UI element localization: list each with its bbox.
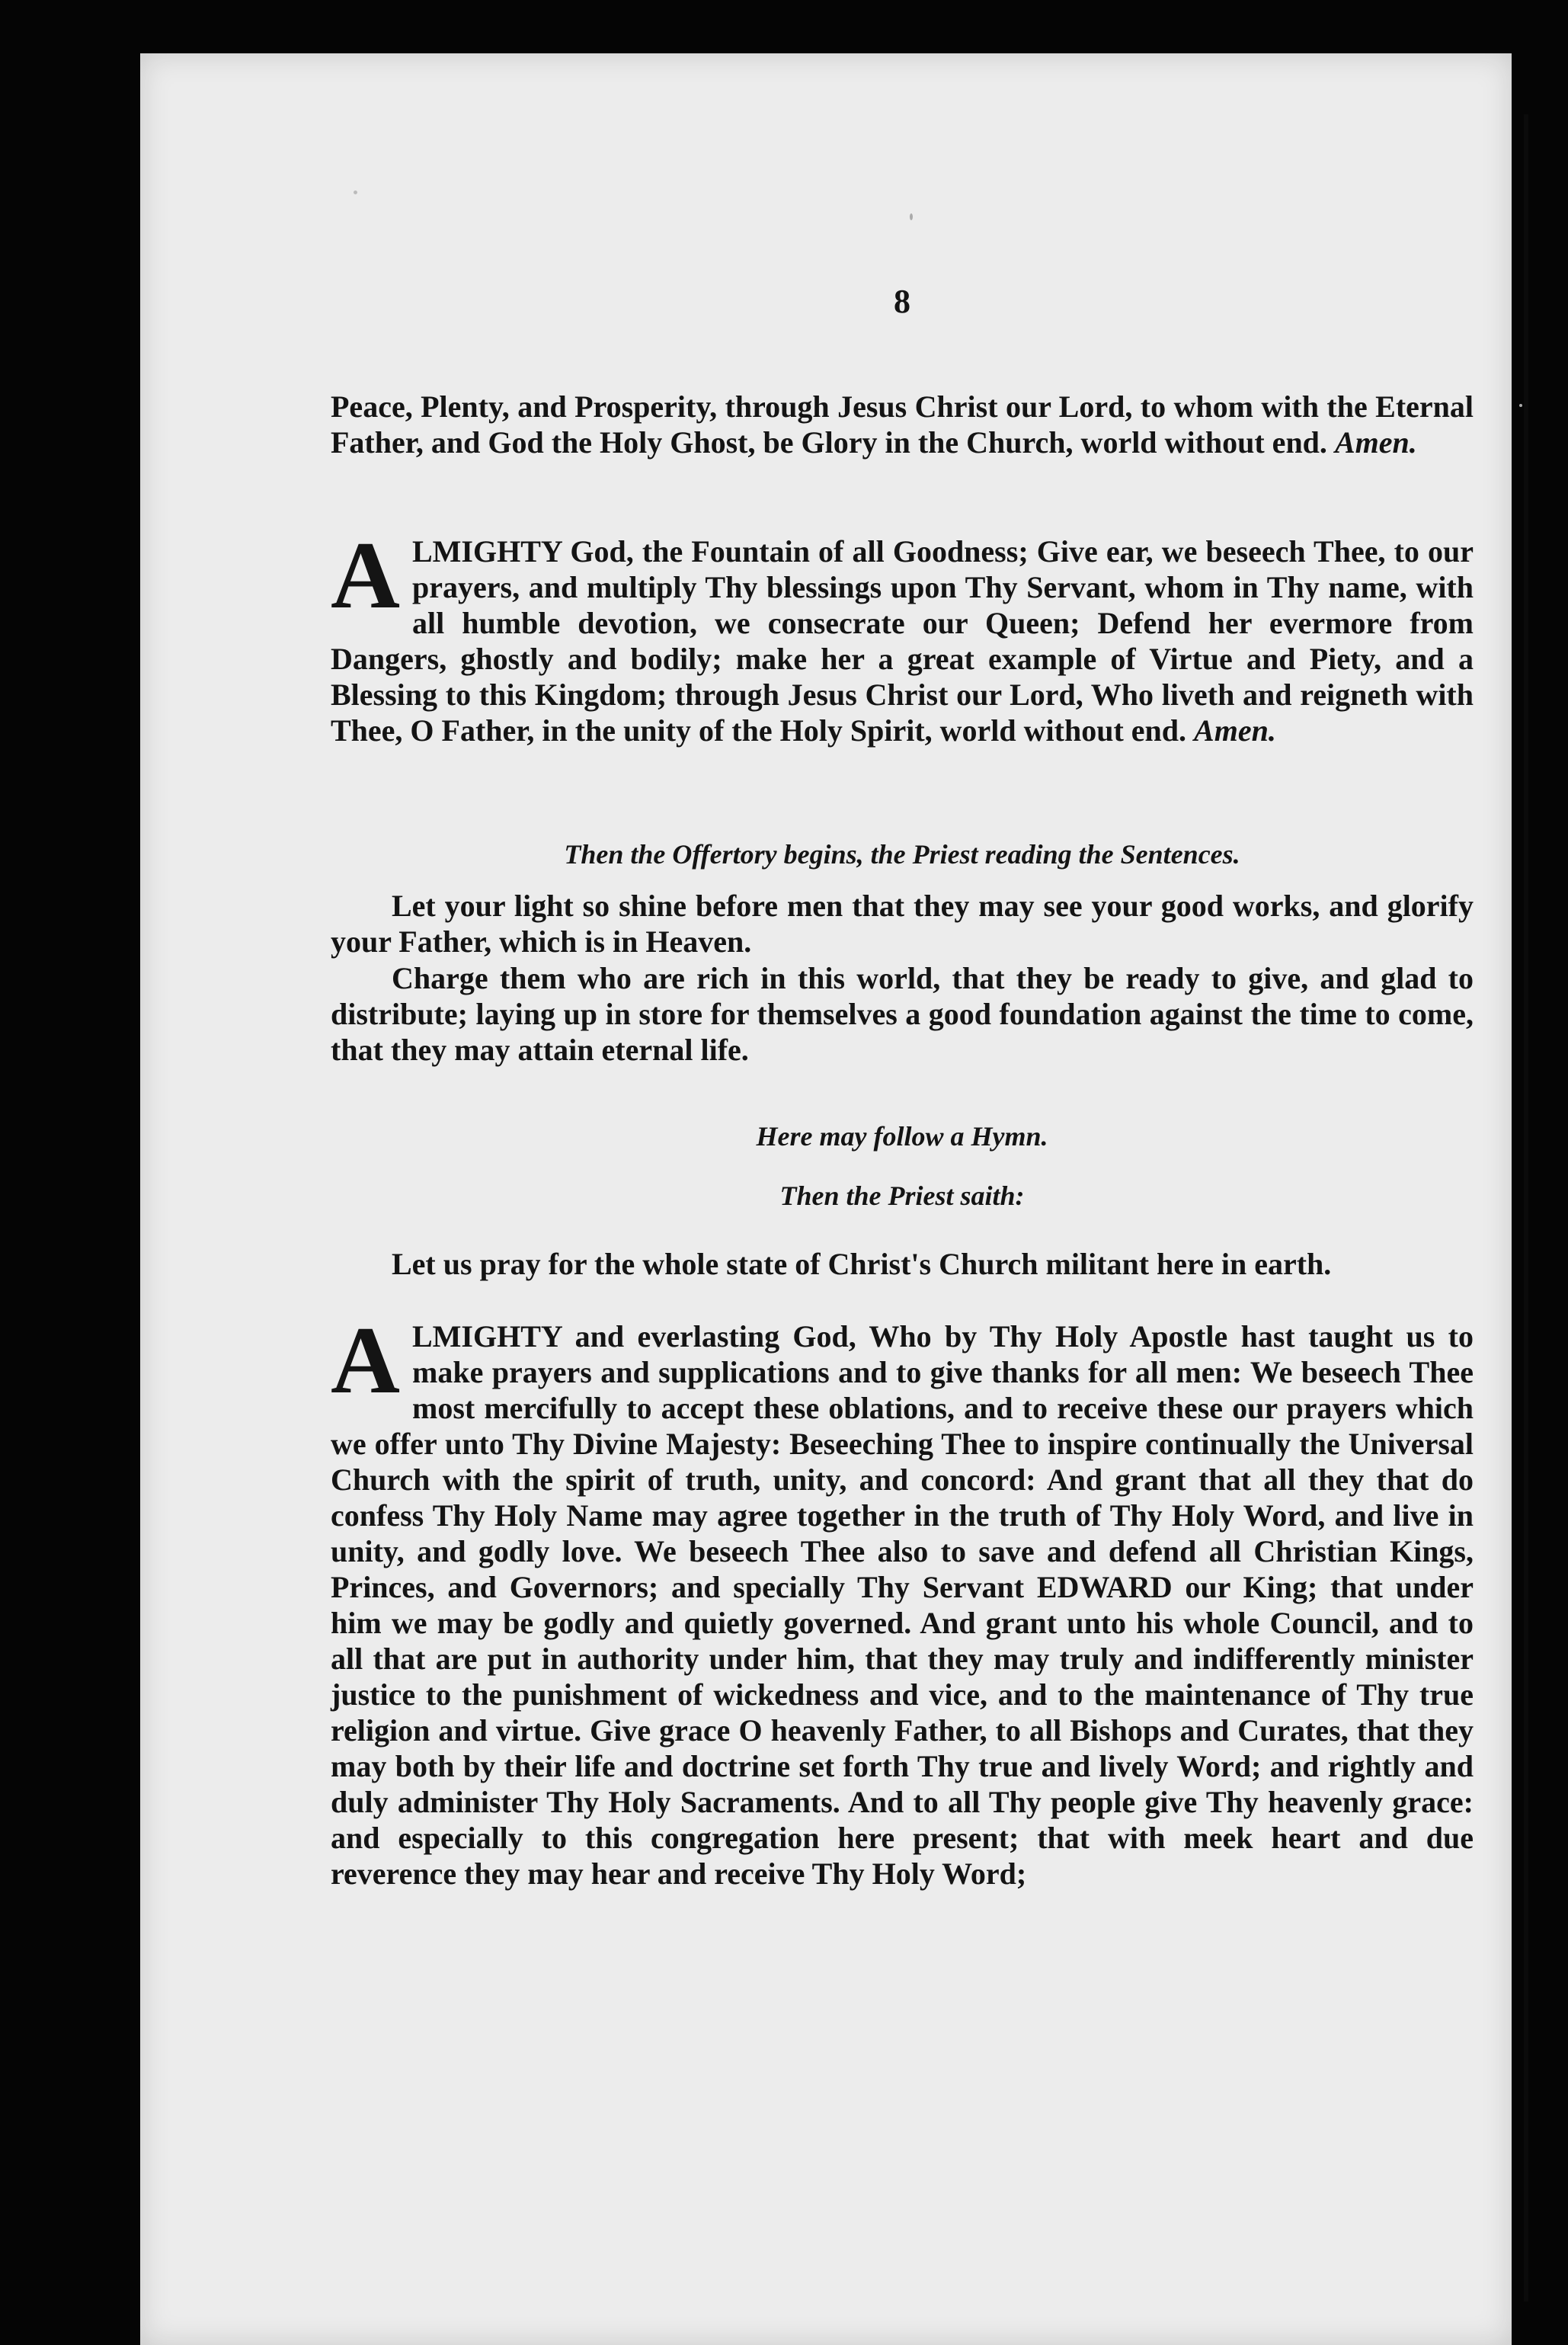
paragraph-text: LMIGHTY God, the Fountain of all Goodness; Give ear, we beseech Thee, to our prayers, and multiply Thy blessings upon Thy Servant, whom in Thy name, with all humble devotion, we consecrate our Queen; Defend her evermore from Dangers, ghostly and bodily; make her a great example of Virtue and Piety, and a Blessing to this Kingdom; through Jesus Christ our Lord, Who liveth and reigneth with Thee, O Father, in the unity of the Holy Spirit, world without end. <box>331 534 1474 748</box>
sentence-charge-them: Charge them who are rich in this world, that they be ready to give, and glad to distribute; laying up in store for themselves a good foundation against the time to come, that they may attain eternal life. <box>331 961 1474 1067</box>
scan-speck <box>354 191 357 194</box>
page-edge-rule <box>1524 114 1528 2302</box>
scan-speck <box>910 213 913 220</box>
scan-speck <box>1519 404 1522 407</box>
paragraph-text: Peace, Plenty, and Prosperity, through Jesus Christ our Lord, to whom with the Eternal Father, and God the Holy Ghost, be Glory in the Church, world without end. <box>331 389 1474 460</box>
sentence-let-your-light: Let your light so shine before men that they may see your good works, and glorify your Father, which is in Heaven. <box>331 889 1474 959</box>
paragraph-almighty-everlasting <box>331 1308 1474 1892</box>
rubric-hymn: Here may follow a Hymn. <box>756 1121 1048 1152</box>
drop-cap: A <box>331 523 400 629</box>
paragraph-peace <box>331 389 1474 460</box>
paragraph-let-us-pray: Let us pray for the whole state of Christ's Church militant here in earth. <box>392 1247 1332 1281</box>
page-number: 8 <box>894 283 910 320</box>
paragraph-almighty-fountain <box>331 523 1474 748</box>
amen-text: Amen. <box>1334 425 1417 460</box>
scanned-page <box>140 53 1512 2345</box>
rubric-offertory: Then the Offertory begins, the Priest reading the Sentences. <box>564 839 1240 870</box>
amen-text: Amen. <box>1194 713 1276 748</box>
paragraph-text: LMIGHTY and everlasting God, Who by Thy Holy Apostle hast taught us to make prayers and supplications and to give thanks for all men: We beseech Thee most mercifully to accept these oblations, and to receive these our prayers which we offer unto Thy Divine Majesty: Beseeching Thee to inspire continually the Universal Church with the spirit of truth, unity, and concord: And grant that all they that do confess Thy Holy Name may agree together in the truth of Thy Holy Word, and live in unity, and godly love. We beseech Thee also to save and defend all Christian Kings, Princes, and Governors; and specially Thy Servant EDWARD our King; that under him we may be godly and quietly governed. And grant unto his whole Council, and to all that are put in authority under him, that they may truly and indifferently minister justice to the punishment of wickedness and vice, and to the maintenance of Thy true religion and virtue. Give grace O heavenly Father, to all Bishops and Curates, that they may both by their life and doctrine set forth Thy true and lively Word; and rightly and duly administer Thy Holy Sacraments. And to all Thy people give Thy heavenly grace: and especially to this congregation here present; that with meek heart and due reverence they may hear and receive Thy Holy Word; <box>331 1319 1474 1891</box>
drop-cap: A <box>331 1308 400 1414</box>
rubric-priest-saith: Then the Priest saith: <box>779 1181 1025 1211</box>
